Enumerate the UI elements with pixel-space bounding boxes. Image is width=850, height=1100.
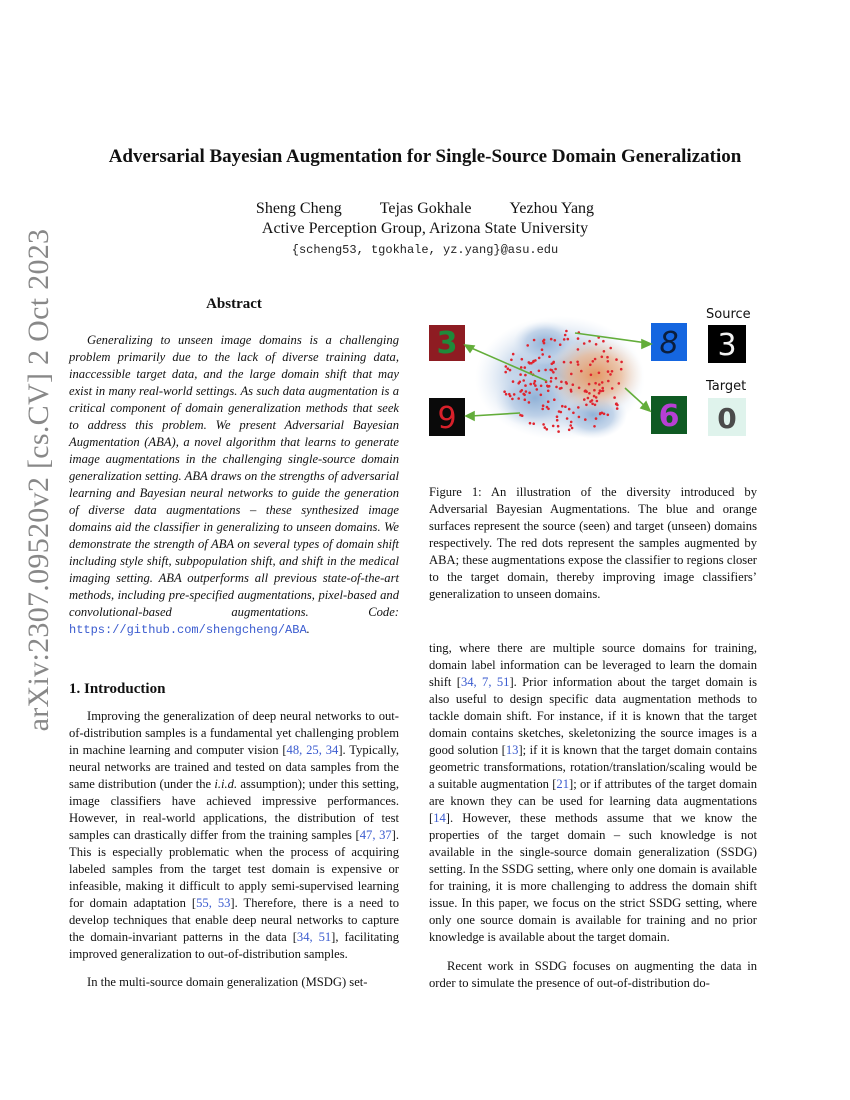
- svg-text:8: 8: [659, 326, 679, 361]
- sample-dot: [540, 385, 543, 388]
- sample-dot: [564, 405, 567, 408]
- svg-text:3: 3: [717, 328, 737, 363]
- sample-dot: [601, 387, 604, 390]
- arxiv-identifier: arXiv:2307.09520v2 [cs.CV] 2 Oct 2023: [22, 228, 55, 732]
- sample-dot: [509, 369, 512, 372]
- sample-dot: [544, 369, 547, 372]
- source-label: Source: [706, 307, 751, 322]
- sample-dot: [595, 396, 598, 399]
- sample-dot: [615, 358, 618, 361]
- sample-dot: [598, 392, 601, 395]
- sample-dot: [593, 389, 596, 392]
- citation[interactable]: 34, 7, 51: [460, 675, 510, 689]
- sample-dot: [529, 383, 532, 386]
- sample-dot: [583, 342, 586, 345]
- introduction-paragraph-2: In the multi-source domain generalization (MSDG) set-: [87, 975, 368, 989]
- author-name: Tejas Gokhale: [379, 200, 472, 217]
- sample-dot: [523, 394, 526, 397]
- sample-dot: [541, 348, 544, 351]
- sample-dot: [550, 338, 553, 341]
- sample-dot: [555, 377, 558, 380]
- sample-dot: [505, 393, 508, 396]
- sample-dot: [566, 417, 569, 420]
- sample-dot: [557, 430, 560, 433]
- sample-dot: [577, 406, 580, 409]
- citation[interactable]: 21: [556, 777, 570, 791]
- sample-dot: [616, 407, 619, 410]
- sample-dot: [609, 347, 612, 350]
- digit-image: [429, 325, 465, 361]
- sample-dot: [567, 338, 570, 341]
- svg-text:0: 0: [717, 402, 737, 435]
- sample-dot: [505, 365, 508, 368]
- svg-text:3: 3: [436, 326, 458, 361]
- sample-dot: [534, 380, 537, 383]
- sample-dot: [536, 388, 539, 391]
- sample-dot: [578, 416, 581, 419]
- target-label: Target: [706, 379, 747, 394]
- body-paragraph: ting, where there are multiple source domains for training, domain label information can be leveraged to learn the domain shift [34, 7, 51]. Prior information about the target domain is also useful to design specific data augmentation methods to tackle domain shift. For instance, if it is known that the target domain contains sketches, skeletonizing the source images is a good solution [13]; if it is known that the target domain contains geometric transformations, rotation/translation/scaling would be a suitable augmentation [21]; or if attributes of the target domain are known they can be used for learning data augmentations [14]. However, these methods assume that we know the properties of the target domain – such knowledge is not available in the single-source domain generalization (SSDG) setting. In the SSDG setting, where only one domain is available for training, it is more challenging to address the domain shift issue. In this paper, we focus on the strict SSDG setting, where only one source domain is available for training and no prior knowledge is available about the target domain.: [429, 641, 758, 944]
- sample-dot: [554, 368, 557, 371]
- sample-dot: [542, 340, 545, 343]
- sample-dot: [556, 415, 559, 418]
- sample-dot: [538, 357, 541, 360]
- sample-dot: [594, 382, 597, 385]
- sample-dot: [620, 368, 623, 371]
- sample-dot: [588, 392, 591, 395]
- body-paragraph-2: Recent work in SSDG focuses on augmenting the data in order to simulate the presence of out-of-distribution do-: [429, 959, 757, 990]
- sample-dot: [564, 334, 567, 337]
- digit-image: [429, 398, 465, 436]
- sample-dot: [559, 343, 562, 346]
- sample-dot: [548, 355, 551, 358]
- sample-dot: [512, 353, 515, 356]
- sample-dot: [521, 358, 524, 361]
- sample-dot: [528, 401, 531, 404]
- sample-dot: [557, 425, 560, 428]
- introduction-heading: 1. Introduction: [69, 681, 166, 697]
- sample-dot: [613, 396, 616, 399]
- sample-dot: [550, 380, 553, 383]
- sample-dot: [521, 389, 524, 392]
- sample-dot: [519, 373, 522, 376]
- sample-dot: [551, 363, 554, 366]
- svg-text:9: 9: [437, 401, 457, 436]
- sample-dot: [584, 389, 587, 392]
- sample-dot: [595, 343, 598, 346]
- citation[interactable]: 48, 25, 34: [286, 743, 339, 757]
- author-emails: {scheng53, tgokhale, yz.yang}@asu.edu: [291, 243, 559, 257]
- sample-dot: [577, 363, 580, 366]
- sample-dot: [584, 418, 587, 421]
- sample-dot: [504, 371, 507, 374]
- abstract-text: Generalizing to unseen image domains is a challenging problem primarily due to the lack of diverse training data, inaccessible target data, and the large domain shift that may exist in many real-world settings. As such data augmentation is a critical component of domain generalization methods that seek to address this problem. We present Adversarial Bayesian Augmentation (ABA), a novel algorithm that learns to generate image augmentations in the challenging single-source domain generalization setting. ABA draws on the strengths of adversarial learning and Bayesian neural networks to guide the generation of diverse data augmentations – these synthesized image domains aid the classifier in generalizing to unseen domains. We demonstrate the strength of ABA on several types of domain shift including style shift, subpopulation shift, and shift in the medical imaging setting. ABA outperforms all previous state-of-the-art methods, including pre-specified augmentations, pixel-based and convolutional-based augmentations. Code: https://github.com/shengcheng/ABA.: [69, 333, 399, 637]
- sample-dot: [585, 404, 588, 407]
- sample-dot: [528, 361, 531, 364]
- sample-dot: [599, 389, 602, 392]
- sample-dot: [549, 369, 552, 372]
- density-surface: [475, 316, 645, 440]
- sample-dot: [609, 373, 612, 376]
- sample-dot: [576, 361, 579, 364]
- sample-dot: [524, 384, 527, 387]
- sample-dot: [596, 400, 599, 403]
- sample-dot: [554, 339, 557, 342]
- sample-dot: [558, 410, 561, 413]
- sample-dot: [546, 406, 549, 409]
- citation[interactable]: 14: [433, 811, 446, 825]
- digit-image: [651, 396, 687, 434]
- sample-dot: [524, 398, 527, 401]
- introduction-paragraph: Improving the generalization of deep neural networks to out-of-distribution samples is a fundamental yet challenging problem in machine learning and computer vision [48, 25, 34]. Typically, neural networks are trained and tested on data samples from the same distribution (under the i.i.d. assumption); under this setting, image classifiers have achieved impressive performances. However, in real-world applications, the distribution of test samples can drastically differ from the training samples [47, 37]. This is especially problematic when the process of acquiring labeled samples from the target test domain is expensive or infeasible, making it difficult to apply semi-supervised learning for domain adaptation [55, 53]. Therefore, there is a need to develop techniques that enable deep neural networks to capture the domain-invariant patterns in the data [34, 51], facilitating improved generalization to out-of-distribution samples.: [69, 709, 399, 961]
- sample-dot: [541, 408, 544, 411]
- sample-dot: [565, 330, 568, 333]
- code-link[interactable]: https://github.com/shengcheng/ABA: [69, 623, 307, 637]
- author-list: [225, 200, 625, 218]
- sample-dot: [559, 387, 562, 390]
- sample-dot: [560, 381, 563, 384]
- sample-dot: [588, 340, 591, 343]
- sample-dot: [556, 419, 559, 422]
- sample-dot: [589, 364, 592, 367]
- sample-dot: [546, 428, 549, 431]
- citation[interactable]: 47, 37: [359, 828, 392, 842]
- sample-dot: [587, 397, 590, 400]
- target-sample-image: [708, 398, 746, 436]
- sample-dot: [606, 356, 609, 359]
- affiliation: Active Perception Group, Arizona State University: [261, 220, 589, 237]
- sample-dot: [532, 422, 535, 425]
- sample-dot: [577, 348, 580, 351]
- figure-caption: Figure 1: An illustration of the diversity introduced by Adversarial Bayesian Augmentations. The blue and orange surfaces represent the source (seen) and target (unseen) domains respectively. The red dots represent the samples augmented by ABA; these augmentations expose the classifier to regions closer to the target domain, thereby improving image classifiers’ generalization to unseen domains.: [429, 485, 757, 601]
- digit-image: [651, 323, 687, 361]
- sample-dot: [568, 429, 571, 432]
- sample-dot: [563, 361, 566, 364]
- paper-title: Adversarial Bayesian Augmentation for Single-Source Domain Generalization: [108, 146, 742, 167]
- sample-dot: [547, 385, 550, 388]
- sample-dot: [595, 417, 598, 420]
- svg-text:6: 6: [658, 399, 680, 434]
- sample-dot: [594, 358, 597, 361]
- sample-dot: [521, 414, 524, 417]
- abstract-heading: Abstract: [206, 296, 262, 312]
- sample-dot: [594, 404, 597, 407]
- sample-dot: [550, 377, 553, 380]
- sample-dot: [525, 390, 528, 393]
- sample-dot: [534, 359, 537, 362]
- sample-dot: [602, 390, 605, 393]
- sample-dot: [542, 404, 545, 407]
- sample-dot: [601, 356, 604, 359]
- sample-dot: [538, 370, 541, 373]
- sample-dot: [588, 383, 591, 386]
- sample-dot: [553, 398, 556, 401]
- sample-dot: [592, 360, 595, 363]
- citation[interactable]: 13: [505, 743, 519, 757]
- sample-dot: [541, 353, 544, 356]
- sample-dot: [602, 340, 605, 343]
- sample-dot: [524, 374, 527, 377]
- sample-dot: [599, 412, 602, 415]
- sample-dot: [503, 390, 506, 393]
- sample-dot: [593, 425, 596, 428]
- citation[interactable]: 34, 51: [296, 930, 332, 944]
- sample-dot: [570, 389, 573, 392]
- sample-dot: [513, 393, 516, 396]
- sample-dot: [517, 397, 520, 400]
- sample-dot: [565, 382, 568, 385]
- sample-dot: [598, 383, 601, 386]
- sample-dot: [577, 337, 580, 340]
- sample-dot: [607, 370, 610, 373]
- sample-dot: [570, 373, 573, 376]
- sample-dot: [571, 427, 574, 430]
- sample-dot: [578, 387, 581, 390]
- sample-dot: [618, 382, 621, 385]
- sample-dot: [603, 350, 606, 353]
- sample-dot: [555, 386, 558, 389]
- sample-dot: [568, 408, 571, 411]
- sample-dot: [542, 423, 545, 426]
- sample-dot: [547, 400, 550, 403]
- sample-dot: [552, 425, 555, 428]
- sample-dot: [533, 382, 536, 385]
- sample-dot: [561, 405, 564, 408]
- sample-dot: [611, 370, 614, 373]
- sample-dot: [569, 424, 572, 427]
- sample-dot: [580, 370, 583, 373]
- sample-dot: [607, 414, 610, 417]
- sample-dot: [591, 403, 594, 406]
- sample-dot: [570, 361, 573, 364]
- sample-dot: [591, 399, 594, 402]
- sample-dot: [607, 380, 610, 383]
- author-name: Sheng Cheng: [255, 200, 342, 217]
- sample-dot: [529, 422, 532, 425]
- author-name: Yezhou Yang: [509, 200, 595, 217]
- sample-dot: [544, 426, 547, 429]
- sample-dot: [512, 380, 515, 383]
- sample-dot: [509, 395, 512, 398]
- sample-dot: [601, 381, 604, 384]
- sample-dot: [570, 421, 573, 424]
- sample-dot: [540, 394, 543, 397]
- sample-dot: [522, 379, 525, 382]
- sample-dot: [511, 398, 514, 401]
- citation[interactable]: 55, 53: [196, 896, 231, 910]
- sample-dot: [533, 339, 536, 342]
- sample-dot: [510, 359, 513, 362]
- sample-dot: [590, 374, 593, 377]
- sample-dot: [520, 366, 523, 369]
- figure-1-illustration: [425, 303, 770, 453]
- sample-dot: [620, 361, 623, 364]
- sample-dot: [547, 390, 550, 393]
- sample-dot: [598, 372, 601, 375]
- sample-dot: [526, 344, 529, 347]
- sample-dot: [607, 360, 610, 363]
- sample-dot: [507, 367, 510, 370]
- sample-dot: [611, 387, 614, 390]
- sample-dot: [532, 361, 535, 364]
- sample-dot: [552, 361, 555, 364]
- sample-dot: [572, 412, 575, 415]
- source-sample-image: [708, 325, 746, 363]
- sample-dot: [615, 402, 618, 405]
- sample-dot: [519, 381, 522, 384]
- sample-dot: [528, 392, 531, 395]
- sample-dot: [563, 338, 566, 341]
- sample-dot: [524, 366, 527, 369]
- sample-dot: [572, 383, 575, 386]
- sample-dot: [552, 371, 555, 374]
- sample-dot: [583, 398, 586, 401]
